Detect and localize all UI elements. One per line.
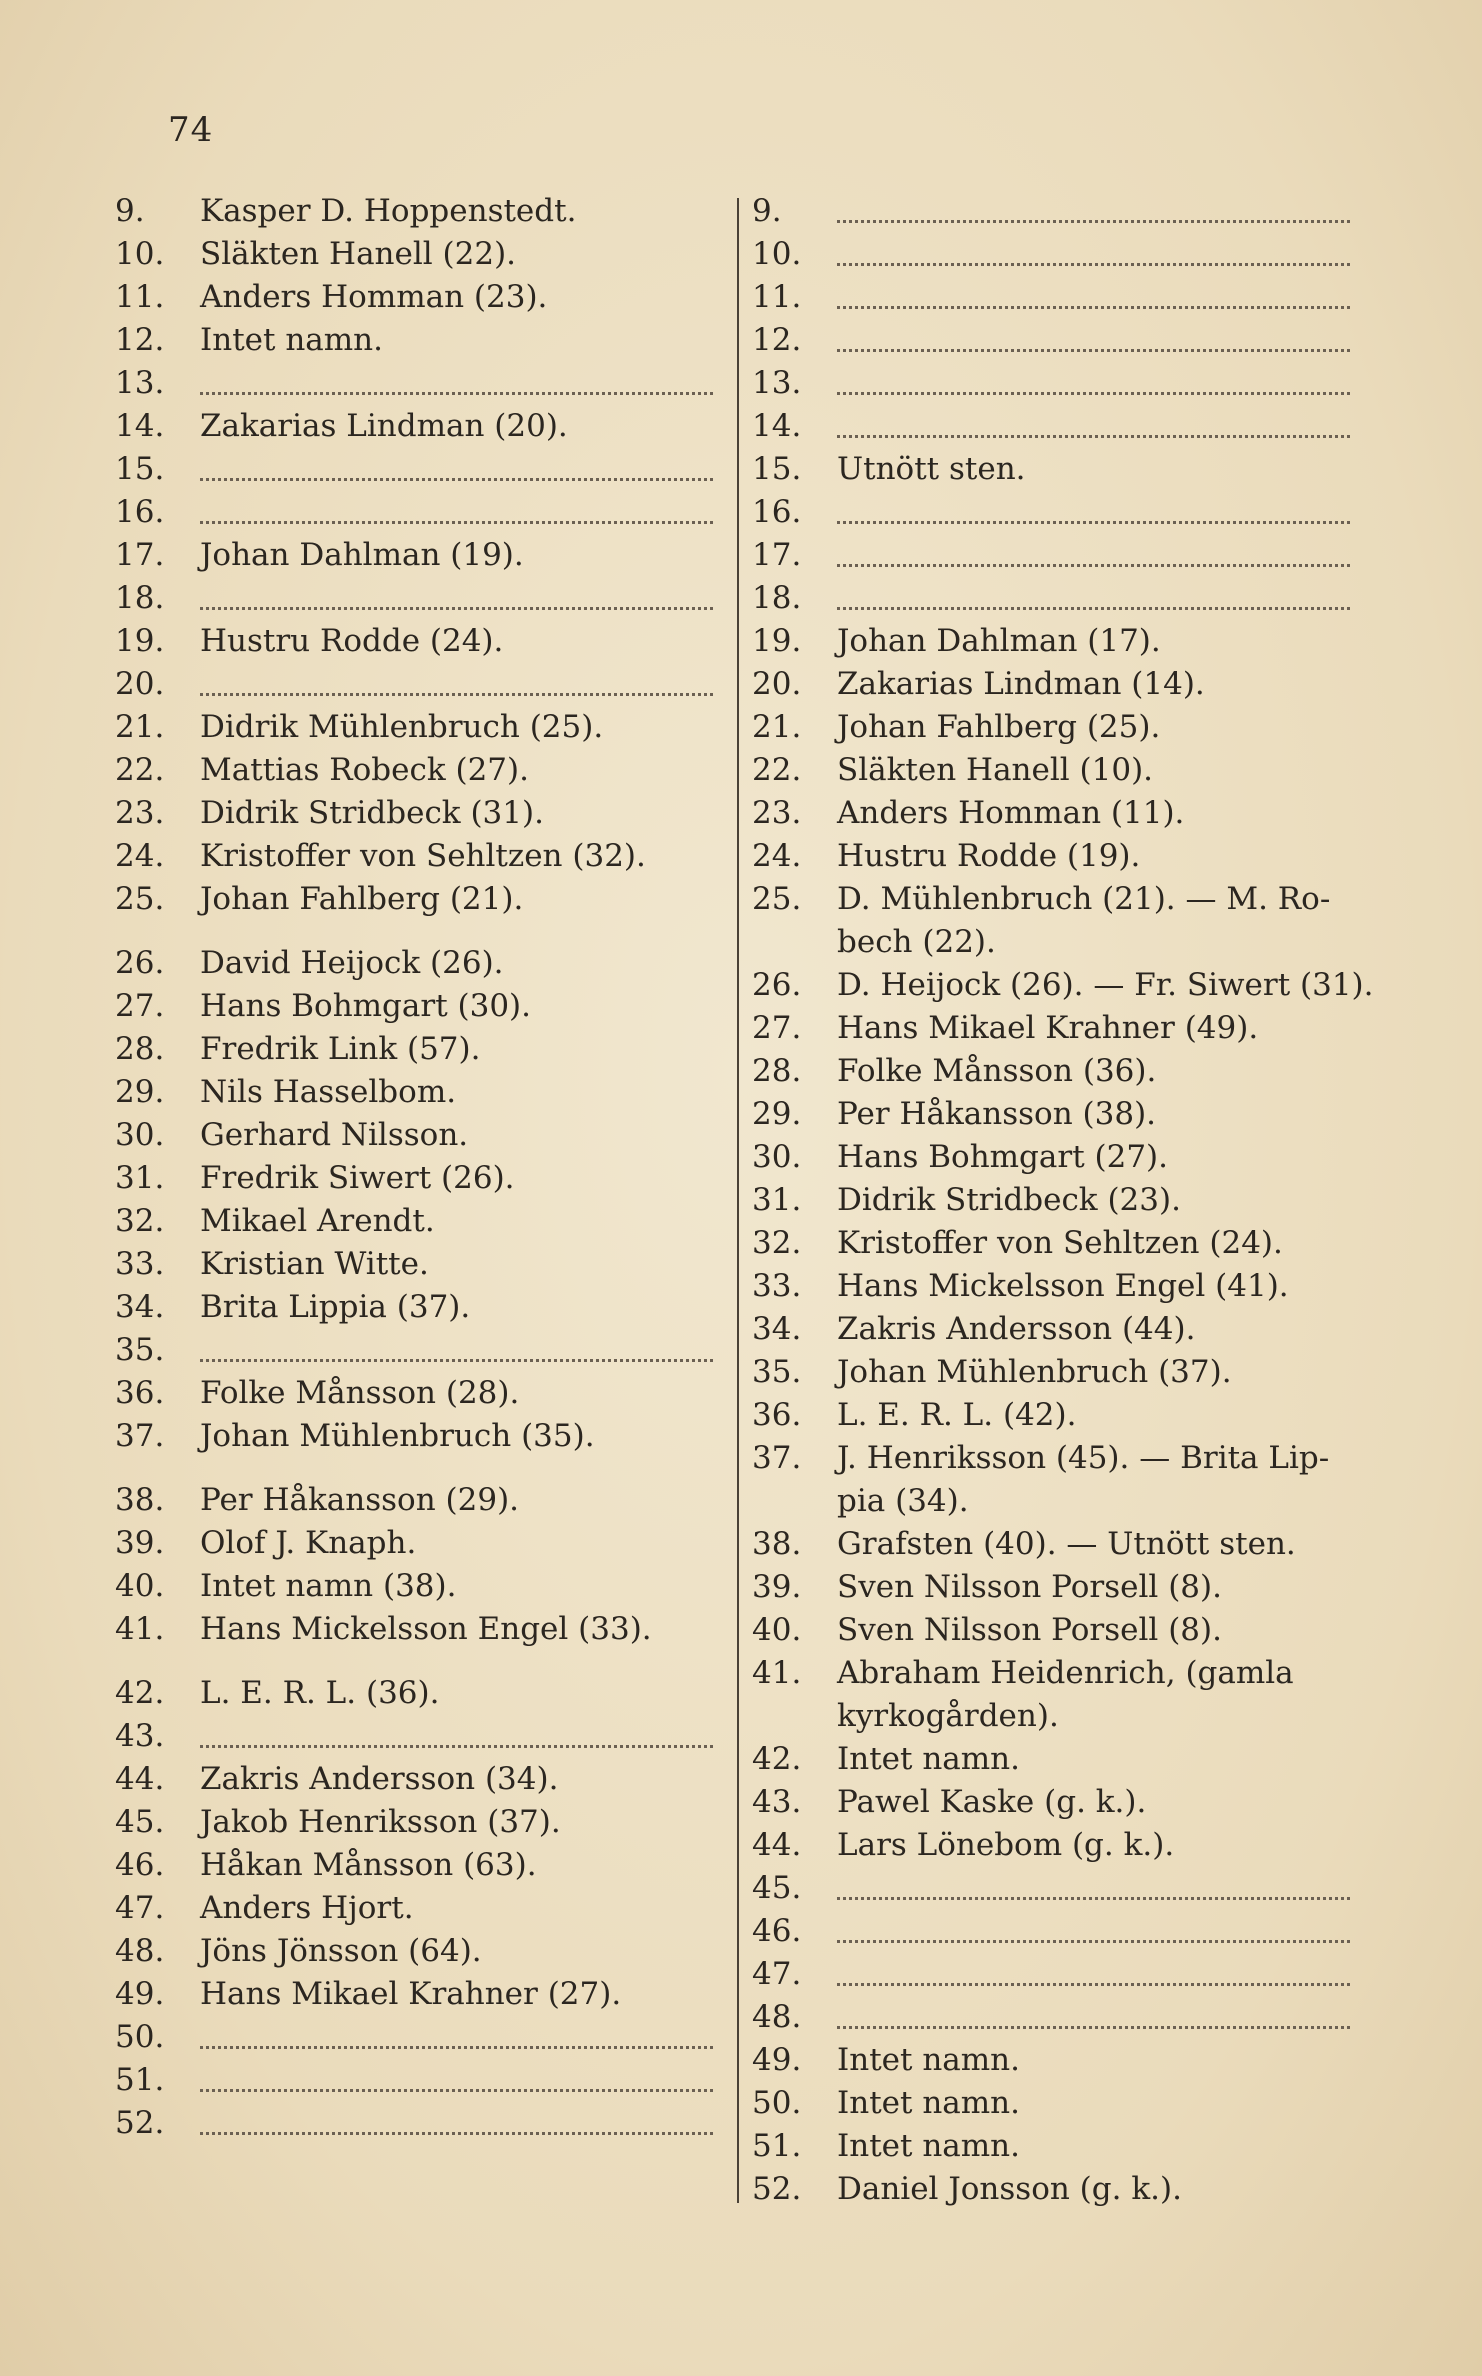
entry-number: 45. xyxy=(115,1804,165,1840)
entry-number: 39. xyxy=(752,1569,802,1605)
entry-number: 12. xyxy=(115,322,165,358)
entry-number: 35. xyxy=(752,1354,802,1390)
entry-number: 13. xyxy=(115,365,165,401)
entry-text: Grafsten (40). — Utnött sten. xyxy=(837,1526,1296,1562)
register-entry xyxy=(752,1953,1352,1996)
register-entry xyxy=(115,1114,715,1157)
entry-number: 25. xyxy=(752,881,802,917)
entry-text: Kristoffer von Sehltzen (24). xyxy=(837,1225,1283,1261)
register-entry xyxy=(115,319,715,362)
dotted-leader xyxy=(837,491,1350,524)
entry-number: 11. xyxy=(752,279,802,315)
register-entry xyxy=(752,792,1352,835)
dotted-leader xyxy=(837,405,1350,438)
entry-number: 12. xyxy=(752,322,802,358)
entry-number: 29. xyxy=(752,1096,802,1132)
register-entry xyxy=(752,1136,1352,1179)
register-entry xyxy=(115,491,715,534)
register-entry xyxy=(115,1758,715,1801)
entry-number: 27. xyxy=(115,988,165,1024)
entry-number: 26. xyxy=(115,945,165,981)
register-entry xyxy=(752,1222,1352,1265)
entry-text: Johan Dahlman (19). xyxy=(200,537,524,573)
register-entry xyxy=(115,985,715,1028)
entry-text: Johan Fahlberg (25). xyxy=(837,709,1161,745)
entry-number: 24. xyxy=(115,838,165,874)
register-entry xyxy=(752,276,1352,319)
register-entry xyxy=(115,362,715,405)
register-entry xyxy=(115,835,715,878)
entry-number: 32. xyxy=(115,1203,165,1239)
entry-text: Gerhard Nilsson. xyxy=(200,1117,469,1153)
entry-text: Hans Bohmgart (27). xyxy=(837,1139,1168,1175)
entry-number: 40. xyxy=(752,1612,802,1648)
register-entry xyxy=(752,1910,1352,1953)
entry-number: 9. xyxy=(752,193,782,229)
dotted-leader xyxy=(200,491,713,524)
register-entry xyxy=(115,1157,715,1200)
entry-text: Håkan Månsson (63). xyxy=(200,1847,537,1883)
register-entry xyxy=(115,1844,715,1887)
entry-text: Sven Nilsson Porsell (8). xyxy=(837,1569,1222,1605)
entry-text: kyrkogården). xyxy=(837,1698,1059,1734)
entry-text: Brita Lippia (37). xyxy=(200,1289,471,1325)
entry-number: 37. xyxy=(752,1440,802,1476)
entry-number: 51. xyxy=(115,2062,165,2098)
entry-text: Didrik Stridbeck (23). xyxy=(837,1182,1181,1218)
entry-number: 44. xyxy=(115,1761,165,1797)
register-entry xyxy=(115,749,715,792)
entry-text: Intet namn. xyxy=(837,2042,1020,2078)
entry-number: 37. xyxy=(115,1418,165,1454)
page-number: 74 xyxy=(168,110,214,150)
right-column xyxy=(752,190,1374,2211)
register-entry xyxy=(115,1973,715,2016)
register-entry xyxy=(115,1200,715,1243)
entry-text: Mattias Robeck (27). xyxy=(200,752,529,788)
register-entry xyxy=(115,1930,715,1973)
entry-text: Släkten Hanell (10). xyxy=(837,752,1154,788)
entry-text: Utnött sten. xyxy=(837,451,1026,487)
dotted-leader xyxy=(837,534,1350,567)
register-entry xyxy=(115,1415,715,1458)
entry-text: Kasper D. Hoppenstedt. xyxy=(200,193,577,229)
dotted-leader xyxy=(200,2059,713,2092)
entry-number: 33. xyxy=(115,1246,165,1282)
register-entry xyxy=(752,1867,1352,1910)
entry-text: Hans Mickelsson Engel (41). xyxy=(837,1268,1289,1304)
register-entry xyxy=(752,319,1352,362)
entry-number: 15. xyxy=(115,451,165,487)
register-entry xyxy=(752,362,1352,405)
entry-text: Anders Homman (23). xyxy=(200,279,548,315)
entry-text: bech (22). xyxy=(837,924,996,960)
entry-number: 23. xyxy=(752,795,802,831)
register-entry xyxy=(752,835,1352,878)
register-entry xyxy=(752,1007,1352,1050)
entry-text: pia (34). xyxy=(837,1483,969,1519)
register-entry xyxy=(752,749,1352,792)
dotted-leader xyxy=(837,1910,1350,1943)
entry-text: Hans Mikael Krahner (27). xyxy=(200,1976,622,2012)
entry-number: 17. xyxy=(115,537,165,573)
entry-number: 49. xyxy=(752,2042,802,2078)
entry-text: Didrik Mühlenbruch (25). xyxy=(200,709,604,745)
register-entry xyxy=(115,577,715,620)
entry-text: Folke Månsson (36). xyxy=(837,1053,1157,1089)
register-entry xyxy=(115,2102,715,2145)
entry-text: Intet namn. xyxy=(837,2085,1020,2121)
entry-number: 42. xyxy=(752,1741,802,1777)
column-divider xyxy=(737,198,739,2203)
entry-number: 52. xyxy=(115,2105,165,2141)
register-entry xyxy=(115,448,715,491)
entry-text: Daniel Jonsson (g. k.). xyxy=(837,2171,1182,2207)
entry-number: 38. xyxy=(115,1482,165,1518)
register-entry xyxy=(752,1996,1352,2039)
entry-text: L. E. R. L. (42). xyxy=(837,1397,1077,1433)
entry-text: Hustru Rodde (19). xyxy=(837,838,1141,874)
entry-number: 11. xyxy=(115,279,165,315)
entry-number: 22. xyxy=(115,752,165,788)
register-entry xyxy=(752,1308,1352,1351)
register-entry xyxy=(752,1093,1352,1136)
register-entry xyxy=(752,491,1352,534)
dotted-leader xyxy=(837,577,1350,610)
entry-number: 32. xyxy=(752,1225,802,1261)
register-entry xyxy=(752,448,1352,491)
dotted-leader xyxy=(837,190,1350,223)
dotted-leader xyxy=(837,1867,1350,1900)
register-entry xyxy=(752,706,1352,749)
dotted-leader xyxy=(200,448,713,481)
register-entry xyxy=(115,1028,715,1071)
entry-text: Zakris Andersson (44). xyxy=(837,1311,1196,1347)
entry-text: Zakarias Lindman (20). xyxy=(200,408,568,444)
entry-text: Johan Mühlenbruch (37). xyxy=(837,1354,1232,1390)
entry-text: Johan Dahlman (17). xyxy=(837,623,1161,659)
register-entry xyxy=(752,1824,1352,1867)
entry-number: 15. xyxy=(752,451,802,487)
entry-number: 39. xyxy=(115,1525,165,1561)
register-entry xyxy=(752,1265,1352,1308)
register-entry xyxy=(837,1695,1352,1738)
dotted-leader xyxy=(837,276,1350,309)
entry-number: 31. xyxy=(115,1160,165,1196)
entry-number: 38. xyxy=(752,1526,802,1562)
entry-text: Kristian Witte. xyxy=(200,1246,429,1282)
entry-number: 43. xyxy=(115,1718,165,1754)
dotted-leader xyxy=(200,2016,713,2049)
register-entry xyxy=(115,405,715,448)
entry-number: 34. xyxy=(115,1289,165,1325)
entry-text: Jöns Jönsson (64). xyxy=(200,1933,482,1969)
entry-text: Hans Mikael Krahner (49). xyxy=(837,1010,1259,1046)
entry-text: Hustru Rodde (24). xyxy=(200,623,504,659)
entry-text: Anders Homman (11). xyxy=(837,795,1185,831)
entry-text: Per Håkansson (29). xyxy=(200,1482,520,1518)
register-entry xyxy=(752,1566,1352,1609)
entry-number: 46. xyxy=(752,1913,802,1949)
register-entry xyxy=(837,1480,1352,1523)
register-entry xyxy=(752,405,1352,448)
entry-text: D. Mühlenbruch (21). — M. Ro- xyxy=(837,881,1331,917)
entry-number: 13. xyxy=(752,365,802,401)
entry-number: 42. xyxy=(115,1675,165,1711)
entry-number: 33. xyxy=(752,1268,802,1304)
register-entry xyxy=(115,1286,715,1329)
dotted-leader xyxy=(837,362,1350,395)
entry-number: 18. xyxy=(115,580,165,616)
entry-number: 48. xyxy=(115,1933,165,1969)
register-entry xyxy=(115,1887,715,1930)
register-entry xyxy=(752,1781,1352,1824)
register-entry xyxy=(115,190,715,233)
left-column xyxy=(115,190,715,2145)
register-entry xyxy=(115,706,715,749)
entry-number: 27. xyxy=(752,1010,802,1046)
dotted-leader xyxy=(200,1329,713,1362)
entry-number: 20. xyxy=(115,666,165,702)
entry-text: Intet namn. xyxy=(837,1741,1020,1777)
entry-number: 9. xyxy=(115,193,145,229)
entry-text: J. Henriksson (45). — Brita Lip- xyxy=(837,1440,1330,1476)
entry-number: 40. xyxy=(115,1568,165,1604)
register-entry xyxy=(115,534,715,577)
entry-number: 51. xyxy=(752,2128,802,2164)
register-entry xyxy=(752,1394,1352,1437)
dotted-leader xyxy=(837,319,1350,352)
entry-number: 16. xyxy=(752,494,802,530)
entry-number: 44. xyxy=(752,1827,802,1863)
entry-number: 29. xyxy=(115,1074,165,1110)
entry-text: D. Heijock (26). — Fr. Siwert (31). xyxy=(837,967,1374,1003)
entry-number: 50. xyxy=(752,2085,802,2121)
entry-text: Kristoffer von Sehltzen (32). xyxy=(200,838,646,874)
entry-text: Johan Fahlberg (21). xyxy=(200,881,524,917)
entry-text: Olof J. Knaph. xyxy=(200,1525,417,1561)
register-entry xyxy=(752,2039,1352,2082)
entry-number: 22. xyxy=(752,752,802,788)
entry-number: 52. xyxy=(752,2171,802,2207)
entry-number: 28. xyxy=(752,1053,802,1089)
dotted-leader xyxy=(837,1953,1350,1986)
register-entry xyxy=(115,233,715,276)
entry-number: 10. xyxy=(115,236,165,272)
register-entry xyxy=(752,2082,1352,2125)
register-entry xyxy=(752,1351,1352,1394)
entry-text: Zakarias Lindman (14). xyxy=(837,666,1205,702)
register-entry xyxy=(837,921,1352,964)
dotted-leader xyxy=(200,663,713,696)
entry-number: 17. xyxy=(752,537,802,573)
entry-text: Intet namn. xyxy=(837,2128,1020,2164)
entry-text: Släkten Hanell (22). xyxy=(200,236,517,272)
register-entry xyxy=(752,577,1352,620)
register-entry xyxy=(752,233,1352,276)
entry-number: 21. xyxy=(752,709,802,745)
register-entry xyxy=(115,1565,715,1608)
dotted-leader xyxy=(200,577,713,610)
register-entry xyxy=(115,1479,715,1522)
entry-text: Intet namn (38). xyxy=(200,1568,457,1604)
register-entry xyxy=(115,1801,715,1844)
register-entry xyxy=(115,276,715,319)
entry-number: 50. xyxy=(115,2019,165,2055)
register-entry xyxy=(115,1672,715,1715)
register-entry xyxy=(115,620,715,663)
entry-text: Johan Mühlenbruch (35). xyxy=(200,1418,595,1454)
entry-text: David Heijock (26). xyxy=(200,945,504,981)
entry-text: Nils Hasselbom. xyxy=(200,1074,457,1110)
register-entry xyxy=(752,964,1374,1007)
dotted-leader xyxy=(200,362,713,395)
entry-text: Pawel Kaske (g. k.). xyxy=(837,1784,1147,1820)
entry-text: Didrik Stridbeck (31). xyxy=(200,795,544,831)
entry-number: 23. xyxy=(115,795,165,831)
register-entry xyxy=(752,878,1352,921)
register-entry xyxy=(115,663,715,706)
entry-text: Abraham Heidenrich, (gamla xyxy=(837,1655,1294,1691)
entry-number: 10. xyxy=(752,236,802,272)
register-entry xyxy=(115,2016,715,2059)
entry-number: 47. xyxy=(752,1956,802,1992)
entry-text: Lars Lönebom (g. k.). xyxy=(837,1827,1175,1863)
register-entry xyxy=(115,1608,715,1651)
entry-number: 25. xyxy=(115,881,165,917)
register-entry xyxy=(115,1522,715,1565)
entry-number: 14. xyxy=(752,408,802,444)
entry-number: 26. xyxy=(752,967,802,1003)
register-entry xyxy=(752,1050,1352,1093)
dotted-leader xyxy=(200,1715,713,1748)
register-entry xyxy=(752,1609,1352,1652)
entry-number: 36. xyxy=(752,1397,802,1433)
entry-number: 35. xyxy=(115,1332,165,1368)
register-entry xyxy=(752,620,1352,663)
register-entry xyxy=(115,1243,715,1286)
entry-number: 41. xyxy=(752,1655,802,1691)
entry-text: Hans Mickelsson Engel (33). xyxy=(200,1611,652,1647)
entry-text: Fredrik Link (57). xyxy=(200,1031,481,1067)
register-entry xyxy=(752,190,1352,233)
entry-number: 49. xyxy=(115,1976,165,2012)
entry-number: 30. xyxy=(115,1117,165,1153)
entry-number: 18. xyxy=(752,580,802,616)
entry-number: 16. xyxy=(115,494,165,530)
register-entry xyxy=(752,2125,1352,2168)
register-entry xyxy=(752,1523,1352,1566)
register-entry xyxy=(752,534,1352,577)
entry-text: Jakob Henriksson (37). xyxy=(200,1804,561,1840)
register-entry xyxy=(115,2059,715,2102)
register-entry xyxy=(752,1738,1352,1781)
entry-number: 43. xyxy=(752,1784,802,1820)
entry-text: Fredrik Siwert (26). xyxy=(200,1160,515,1196)
register-entry xyxy=(115,792,715,835)
entry-text: L. E. R. L. (36). xyxy=(200,1675,440,1711)
entry-number: 24. xyxy=(752,838,802,874)
dotted-leader xyxy=(200,2102,713,2135)
entry-text: Mikael Arendt. xyxy=(200,1203,435,1239)
entry-number: 19. xyxy=(115,623,165,659)
entry-number: 19. xyxy=(752,623,802,659)
entry-number: 20. xyxy=(752,666,802,702)
entry-text: Sven Nilsson Porsell (8). xyxy=(837,1612,1222,1648)
entry-number: 48. xyxy=(752,1999,802,2035)
dotted-leader xyxy=(837,1996,1350,2029)
entry-text: Folke Månsson (28). xyxy=(200,1375,520,1411)
entry-number: 41. xyxy=(115,1611,165,1647)
entry-number: 45. xyxy=(752,1870,802,1906)
entry-number: 21. xyxy=(115,709,165,745)
entry-number: 30. xyxy=(752,1139,802,1175)
entry-number: 34. xyxy=(752,1311,802,1347)
entry-text: Per Håkansson (38). xyxy=(837,1096,1157,1132)
register-entry xyxy=(115,1071,715,1114)
entry-number: 46. xyxy=(115,1847,165,1883)
entry-text: Zakris Andersson (34). xyxy=(200,1761,559,1797)
dotted-leader xyxy=(837,233,1350,266)
entry-text: Anders Hjort. xyxy=(200,1890,414,1926)
register-entry xyxy=(115,878,715,921)
entry-number: 28. xyxy=(115,1031,165,1067)
entry-number: 36. xyxy=(115,1375,165,1411)
entry-number: 14. xyxy=(115,408,165,444)
entry-number: 31. xyxy=(752,1182,802,1218)
register-entry xyxy=(115,942,715,985)
register-entry xyxy=(115,1329,715,1372)
register-entry xyxy=(115,1715,715,1758)
entry-text: Intet namn. xyxy=(200,322,383,358)
register-entry xyxy=(752,2168,1352,2211)
register-entry xyxy=(752,1437,1352,1480)
entry-text: Hans Bohmgart (30). xyxy=(200,988,531,1024)
entry-number: 47. xyxy=(115,1890,165,1926)
register-entry xyxy=(115,1372,715,1415)
register-entry xyxy=(752,1179,1352,1222)
register-entry xyxy=(752,1652,1352,1695)
register-entry xyxy=(752,663,1352,706)
